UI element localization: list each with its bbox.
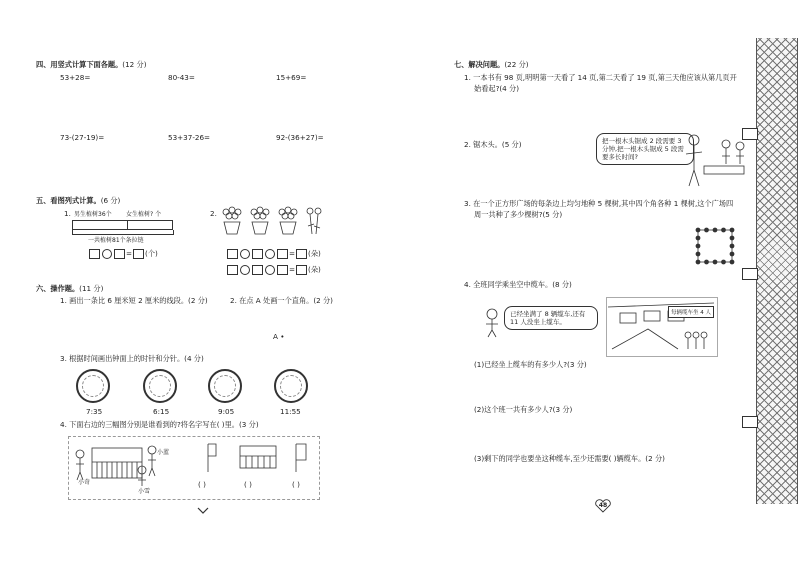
child-name-label: 小奇 [78,479,91,486]
clock-time-label: 9:05 [218,407,235,416]
clock-time-label: 11:55 [280,407,301,416]
clock-face[interactable] [274,369,308,403]
problem-3-line: 周一共种了多少棵树?(5 分) [474,210,563,219]
bar-label-boys: 男生植树36个 [74,211,112,218]
bar-segment-girls [127,220,173,230]
answer-template: = (个) [88,249,158,259]
section-6-heading: 六、操作题。(11 分) [36,284,104,293]
clock-face[interactable] [143,369,177,403]
problem-1-line: 1. 一本书有 98 页,明明第一天看了 14 页,第二天看了 19 页,第三天他应该从第几页开 [464,73,737,82]
page-tab-marker [742,128,758,140]
clock-face[interactable] [208,369,242,403]
calc-item: 53+37-26= [168,133,211,142]
problem-4-text: 4. 全班同学乘坐空中缆车。(8 分) [464,280,572,289]
student-figure-image [480,308,504,338]
operation-question-2: 2. 在点 A 处画一个直角。(2 分) [230,296,333,305]
view-options-image [198,440,318,476]
answer-paren[interactable]: ( ) [198,480,206,489]
problem-4-subquestion: (3)剩下的同学也要坐这种缆车,至少还需要( )辆缆车。(2 分) [474,454,665,463]
problem-4-subquestion: (1)已经坐上缆车的有多少人?(3 分) [474,360,587,369]
calc-item: 15+69= [276,73,307,82]
page-tab-marker [742,416,758,428]
child-name-label: 小蓝 [157,449,170,456]
calc-item: 73-(27-19)= [60,133,105,142]
child-name-label: 小雪 [138,488,151,495]
bar-label-girls: 女生植树? 个 [126,211,162,218]
answer-template: = (朵) [226,249,321,259]
page-number: 48 [598,502,608,509]
bar-brace [72,230,174,235]
section-5-heading: 五、看图列式计算。(6 分) [36,196,121,205]
page-tab-marker [742,268,758,280]
clock-face[interactable] [76,369,110,403]
clock-time-label: 6:15 [153,407,170,416]
problem-number: 2. [210,209,217,218]
speech-bubble: 把一根木头锯成 2 段需要 3 分钟,把一根木头锯成 5 段需要多长时间? [596,133,694,165]
calc-item: 92-(36+27)= [276,133,324,142]
calc-item: 80-43= [168,73,195,82]
problem-1-line: 始看起?(4 分) [474,84,520,93]
problem-3-line: 3. 在一个正方形广场的每条边上均匀地种 5 棵树,其中四个角各种 1 棵树,这个广场四 [464,199,734,208]
page-number-badge [594,499,612,513]
calc-item: 53+28= [60,73,91,82]
view-question: 4. 下面右边的三幅图分别是谁看到的?将名字写在( )里。(3 分) [60,420,259,429]
problem-4-subquestion: (2)这个班一共有多少人?(3 分) [474,405,573,414]
bar-total-label: 一共植树81个条拉链 [88,237,144,244]
chevron-down-icon [196,506,210,516]
bar-segment-boys [72,220,128,230]
clock-question: 3. 根据时间画出钟面上的时针和分针。(4 分) [60,354,204,363]
answer-template: = (朵) [226,265,321,275]
right-page [400,0,800,566]
speech-bubble: 已经坐满了 8 辆缆车,还有 11 人没坐上缆车。 [504,306,598,330]
problem-number: 1. [64,209,71,218]
clock-time-label: 7:35 [86,407,103,416]
answer-paren[interactable]: ( ) [244,480,252,489]
answer-paren[interactable]: ( ) [292,480,300,489]
operation-question-1: 1. 画出一条比 6 厘米短 2 厘米的线段。(2 分) [60,296,208,305]
section-4-heading: 四、用竖式计算下面各题。(12 分) [36,60,147,69]
square-plaza-trees-image [686,220,744,272]
point-a-label: A • [273,332,285,341]
section-7-heading: 七、解决问题。(22 分) [454,60,529,69]
cable-car-sign: 每辆缆车坐 4 人 [668,306,714,318]
decorative-border [756,38,798,504]
flower-pots-image [218,206,328,236]
problem-2-text: 2. 锯木头。(5 分) [464,140,522,149]
